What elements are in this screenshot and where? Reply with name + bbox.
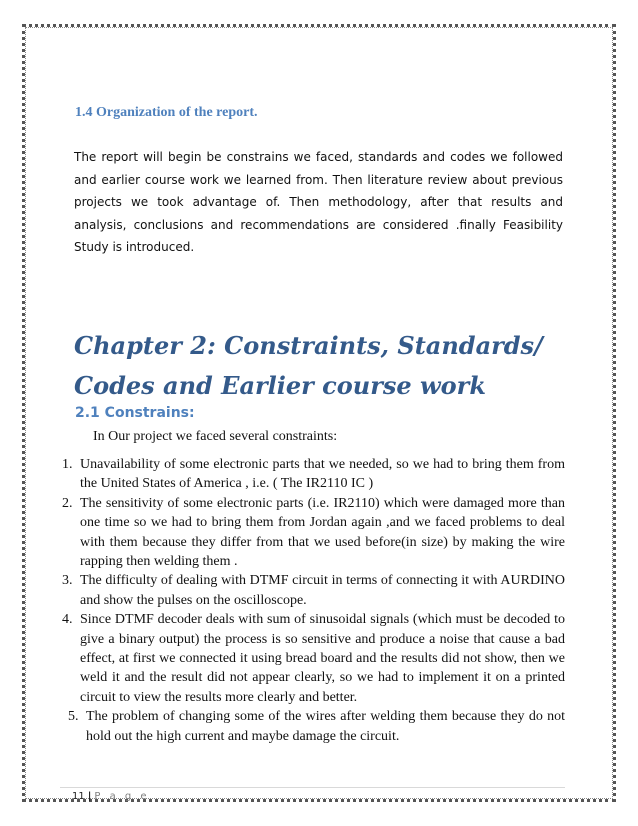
section-heading: 1.4 Organization of the report.: [75, 105, 258, 120]
list-item-number: 1.: [62, 457, 73, 472]
footer-rule: [60, 787, 565, 788]
list-item: [66, 707, 565, 746]
list-item: [60, 455, 565, 494]
list-item-text: The sensitivity of some electronic parts (i.e. IR2110) which were damaged more than one time so we had to bring them from Jordan again ,and we faced problems to deal with them because they differ from that we used before(in size) by making the wire rapping then welding them .: [80, 495, 565, 570]
list-item-text: The problem of changing some of the wires after welding them because they do not hold out the high current and maybe damage the circuit.: [86, 709, 565, 744]
list-item-text: The difficulty of dealing with DTMF circuit in terms of connecting it with AURDINO and show the pulses on the oscilloscope.: [80, 573, 565, 608]
list-item: [60, 494, 565, 572]
list-item-text: Unavailability of some electronic parts that we needed, so we had to bring them from the United States of America , i.e. ( The IR2110 IC ): [80, 457, 565, 492]
list-item: [60, 610, 565, 707]
list-item-text: Since DTMF decoder deals with sum of sinusoidal signals (which must be decoded to give a binary output) the process is so sensitive and produce a noise that cause a bad effect, at first we connected it using bread board and the results did not show, then we weld it and the result did not appear clearly, so we had to implement it on a printed circuit to view the results more clearly and better.: [80, 612, 565, 705]
list-item-number: 5.: [68, 709, 79, 725]
chapter-title: Chapter 2: Constraints, Standards/ Codes and Earlier course work: [74, 331, 543, 400]
list-item-number: 4.: [62, 612, 73, 628]
constraints-lead: In Our project we faced several constraints:: [93, 429, 338, 444]
page-label: P a g e: [94, 791, 150, 802]
intro-paragraph: The report will begin be constrains we faced, standards and codes we followed and earlier course work we learned from. Then literature review about previous projects we took advantage of. Then methodology, after that results and analysis, conclusions and recommendations are considered .finally Feasibility Study is introduced.: [74, 150, 563, 254]
footer-separator: |: [87, 791, 92, 802]
constraint-list: [60, 455, 565, 746]
page-footer: [72, 791, 150, 802]
page-number: 11: [72, 791, 85, 802]
list-item-number: 3.: [62, 573, 73, 589]
list-item: [60, 571, 565, 610]
constraints-heading: 2.1 Constrains:: [75, 405, 195, 421]
list-item-number: 2.: [62, 495, 73, 511]
